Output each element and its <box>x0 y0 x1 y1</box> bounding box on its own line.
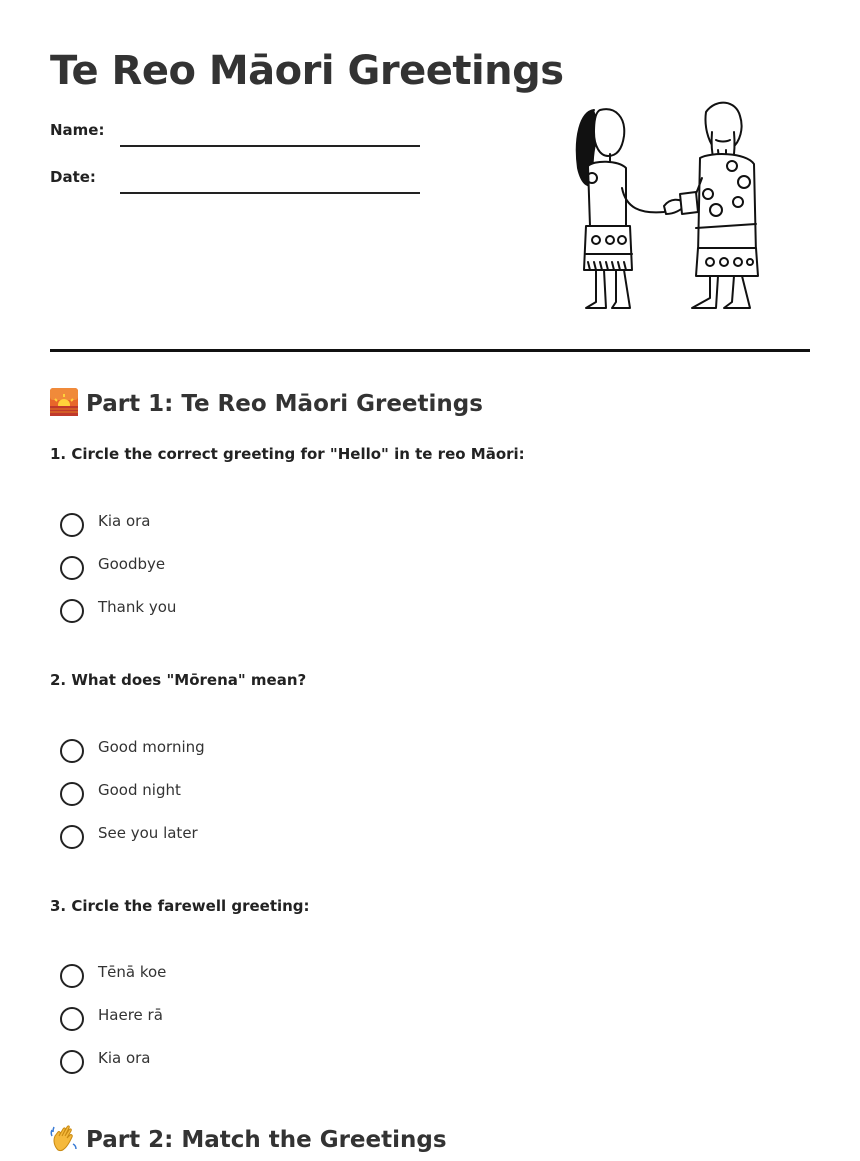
q1-option-2-radio[interactable] <box>60 556 84 580</box>
question-1: 1. Circle the correct greeting for "Hello" in te reo Māori: <box>50 445 525 463</box>
greeting-illustration <box>560 98 780 318</box>
part1-heading <box>50 388 483 417</box>
q1-option-3-radio[interactable] <box>60 599 84 623</box>
part2-heading <box>50 1124 447 1153</box>
waving-hand-icon <box>50 1124 78 1152</box>
sunrise-icon <box>50 388 78 416</box>
date-field[interactable] <box>50 168 420 198</box>
date-underline[interactable] <box>120 192 420 194</box>
q2-option-1-text: Good morning <box>98 738 205 756</box>
name-field[interactable] <box>50 121 420 151</box>
q1-option-1-radio[interactable] <box>60 513 84 537</box>
q3-option-2-text: Haere rā <box>98 1006 163 1024</box>
q3-option-1-text: Tēnā koe <box>98 963 167 981</box>
q2-option-1-radio[interactable] <box>60 739 84 763</box>
question-3: 3. Circle the farewell greeting: <box>50 897 310 915</box>
part2-heading-text: Part 2: Match the Greetings <box>86 1127 447 1153</box>
q3-option-2-radio[interactable] <box>60 1007 84 1031</box>
page-title: Te Reo Māori Greetings <box>50 48 564 94</box>
q3-option-1-radio[interactable] <box>60 964 84 988</box>
right-figure-legs <box>692 276 750 308</box>
q1-option-1-text: Kia ora <box>98 512 151 530</box>
name-underline[interactable] <box>120 145 420 147</box>
name-label: Name: <box>50 121 105 139</box>
q1-option-2-text: Goodbye <box>98 555 166 573</box>
left-figure-head <box>594 109 624 156</box>
q2-option-2-radio[interactable] <box>60 782 84 806</box>
q2-option-2-text: Good night <box>98 781 181 799</box>
left-figure-legs <box>586 270 630 308</box>
date-label: Date: <box>50 168 96 186</box>
q3-option-3-radio[interactable] <box>60 1050 84 1074</box>
q2-option-3-text: See you later <box>98 824 198 842</box>
q3-option-3-text: Kia ora <box>98 1049 151 1067</box>
question-2: 2. What does "Mōrena" mean? <box>50 671 307 689</box>
left-figure-body <box>588 162 626 226</box>
q1-option-3-text: Thank you <box>98 598 177 616</box>
part1-heading-text: Part 1: Te Reo Māori Greetings <box>86 391 483 417</box>
q2-option-3-radio[interactable] <box>60 825 84 849</box>
header-divider <box>50 349 810 352</box>
